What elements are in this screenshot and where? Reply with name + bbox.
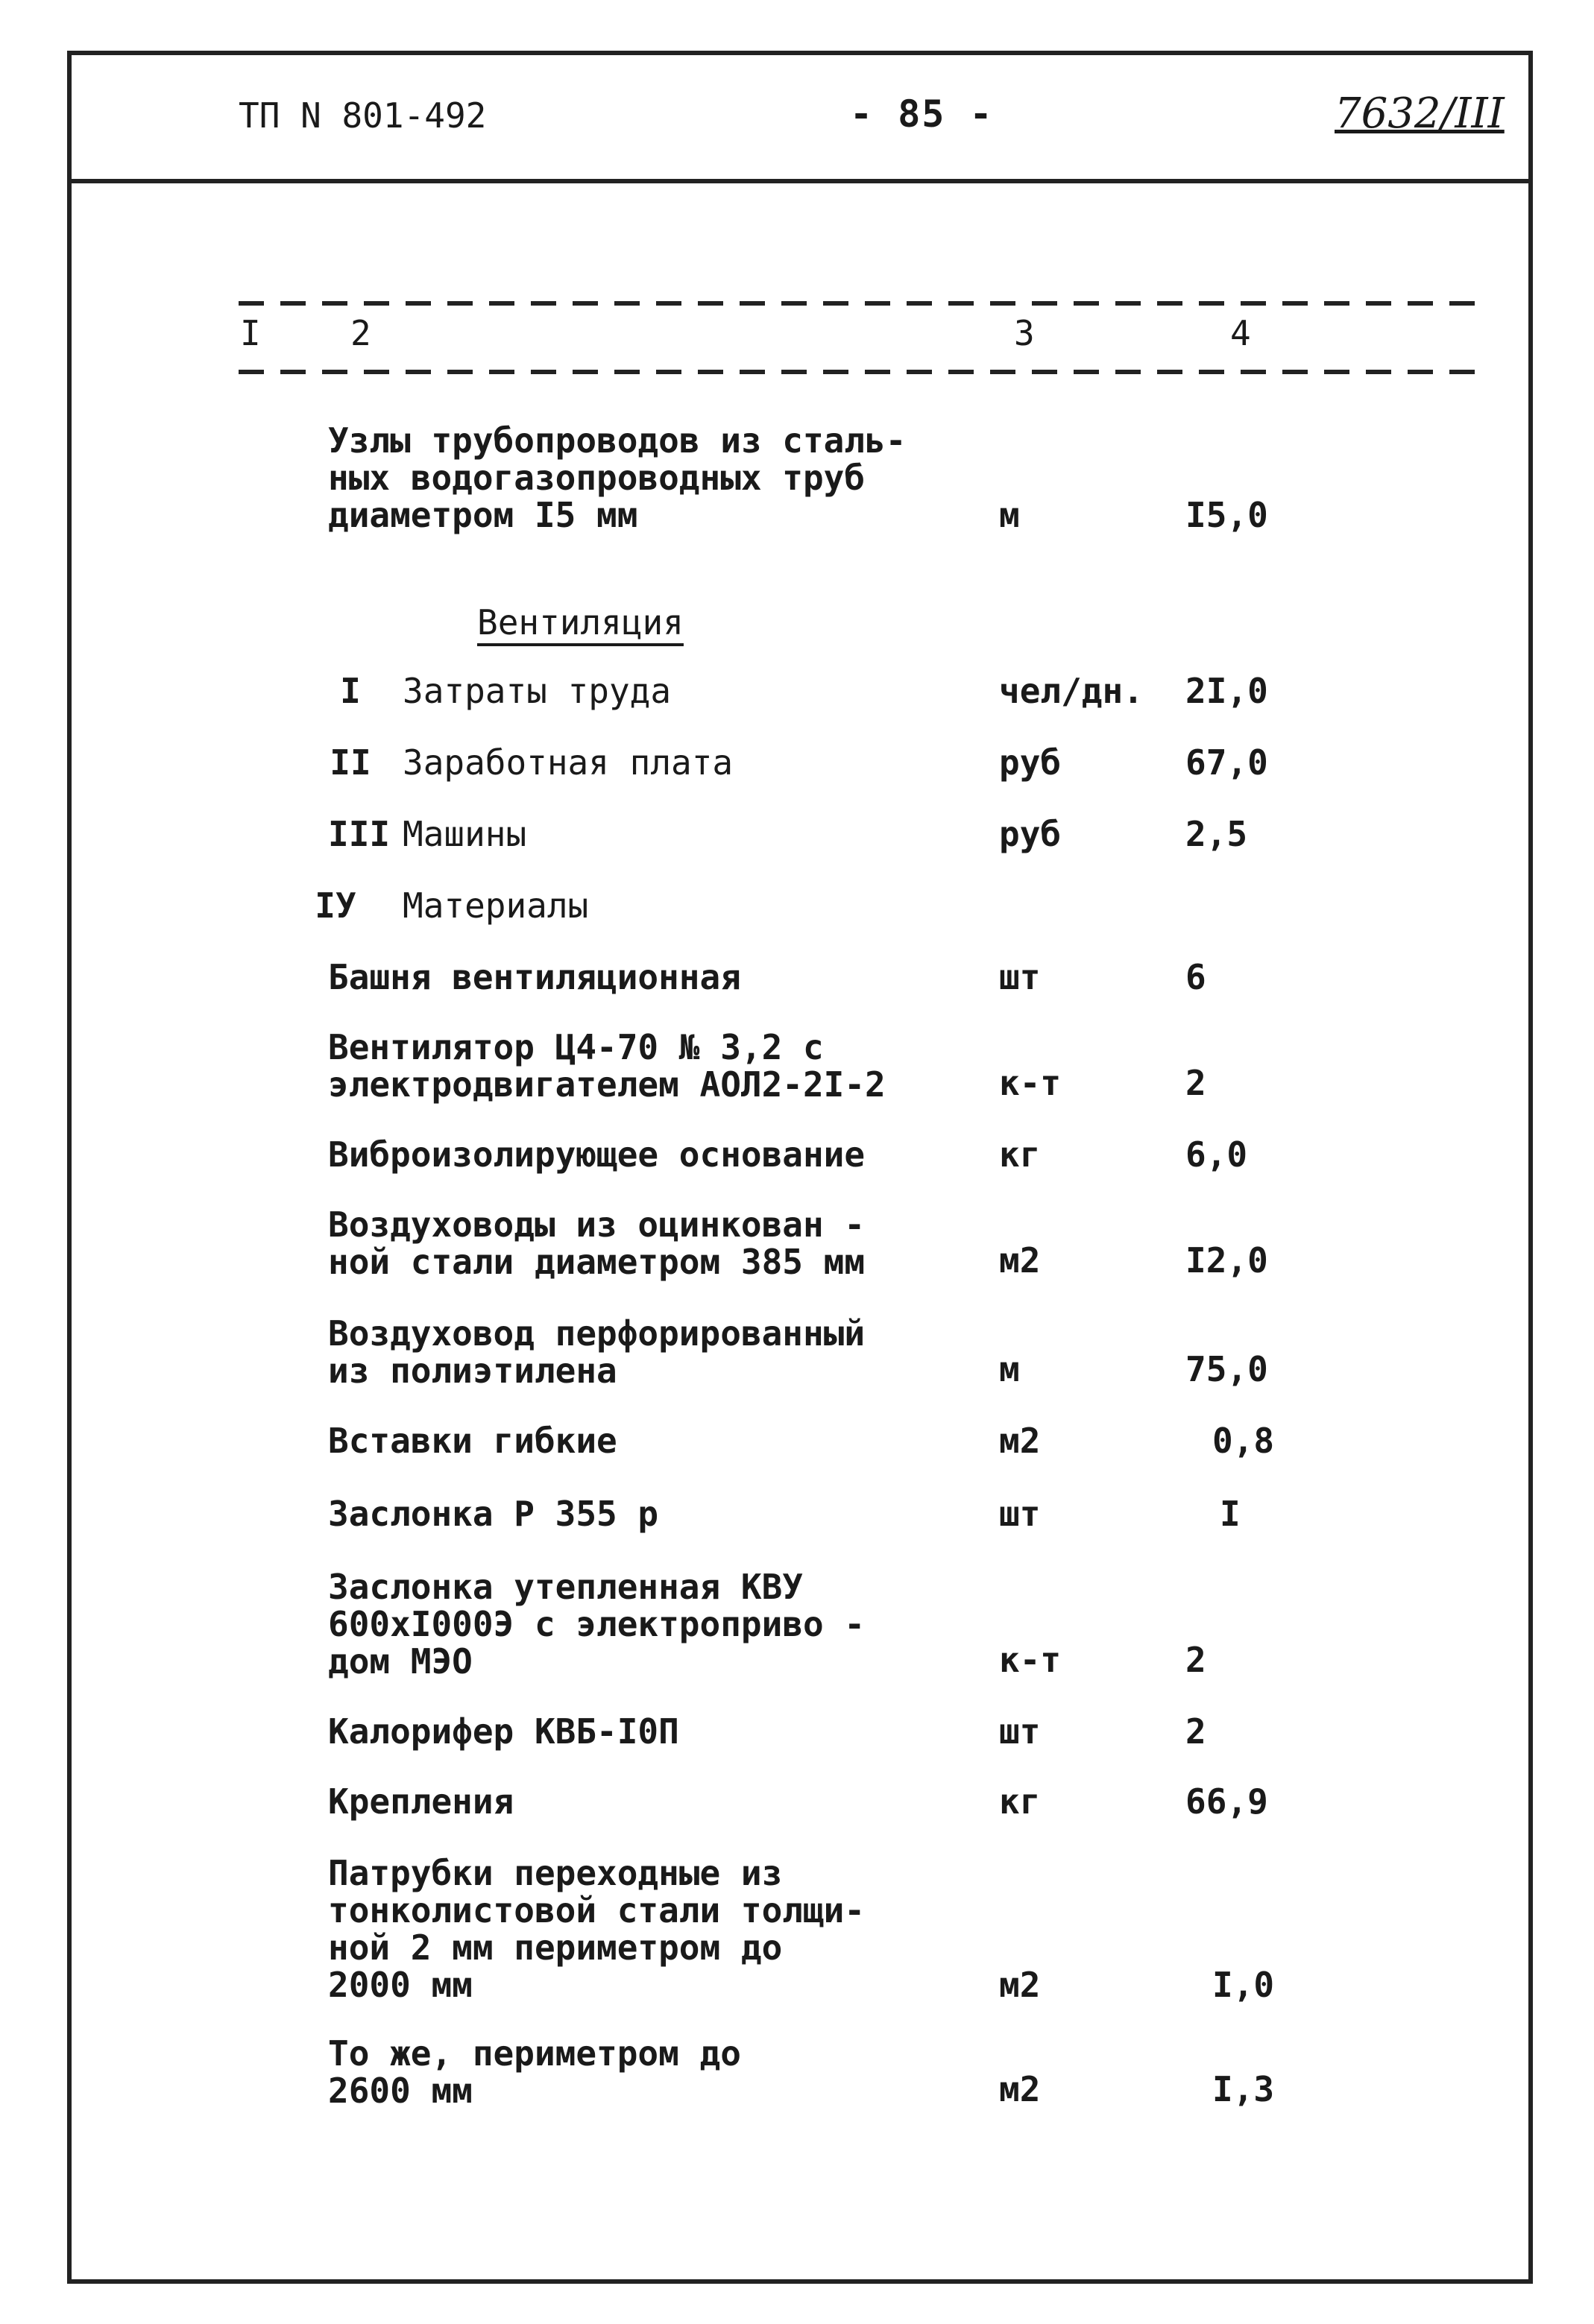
material-unit: шт [999, 1494, 1041, 1534]
row-numeral: I [340, 671, 361, 711]
material-value: 6 [1185, 957, 1206, 997]
row-unit: руб [999, 814, 1062, 854]
item-value: I5,0 [1185, 495, 1268, 535]
material-unit: шт [999, 957, 1041, 997]
material-name: Воздуховоды из оцинкован - ной стали диаметром 385 мм [328, 1204, 866, 1282]
material-name: Заслонка утепленная КВУ 600хI000Э с электроприво - дом МЭО [328, 1567, 866, 1682]
item-unit: м [999, 495, 1020, 535]
material-value: I,0 [1212, 1965, 1275, 2005]
reference-number: 7632/III [1335, 89, 1505, 138]
column-number: 2 [350, 313, 371, 353]
material-unit: к-т [999, 1063, 1062, 1103]
column-number: I [240, 313, 261, 353]
column-divider-top [239, 301, 1484, 306]
material-value: I2,0 [1185, 1240, 1268, 1281]
material-name: Виброизолирующее основание [328, 1134, 866, 1175]
page-number: - 85 - [850, 92, 994, 136]
material-name: То же, периметром до 2600 мм [328, 2033, 741, 2111]
row-numeral: II [330, 742, 371, 783]
material-value: 0,8 [1212, 1421, 1275, 1461]
material-value: 66,9 [1185, 1781, 1268, 1822]
material-name: Заслонка Р 355 р [328, 1494, 659, 1534]
row-unit: чел/дн. [999, 671, 1144, 711]
row-value: 2,5 [1185, 814, 1248, 854]
document-code: ТП N 801-492 [239, 95, 487, 136]
row-numeral: III [328, 814, 391, 854]
row-unit: руб [999, 742, 1062, 783]
material-unit: м [999, 1349, 1020, 1389]
material-unit: кг [999, 1134, 1041, 1175]
row-numeral: IУ [315, 885, 356, 926]
material-name: Крепления [328, 1781, 514, 1822]
column-number: 3 [1014, 313, 1035, 353]
row-value: 67,0 [1185, 742, 1268, 783]
material-value: 6,0 [1185, 1134, 1248, 1175]
column-divider-bottom [239, 370, 1484, 374]
item-name: Узлы трубопроводов из сталь- ных водогазопроводных труб диаметром I5 мм [328, 420, 907, 535]
material-value: 75,0 [1185, 1349, 1268, 1389]
material-value: 2 [1185, 1063, 1206, 1103]
material-name: Вентилятор Ц4-70 № 3,2 с электродвигателем АОЛ2-2I-2 [328, 1027, 886, 1105]
material-unit: шт [999, 1711, 1041, 1752]
material-unit: м2 [999, 1240, 1041, 1281]
row-label: Машины [403, 814, 527, 854]
material-value: I [1220, 1494, 1241, 1534]
material-name: Патрубки переходные из тонколистовой стали толщи- ной 2 мм периметром до 2000 мм [328, 1853, 866, 2005]
material-unit: м2 [999, 1965, 1041, 2005]
section-title: Вентиляция [477, 602, 684, 642]
row-label: Заработная плата [403, 742, 734, 783]
material-value: 2 [1185, 1640, 1206, 1680]
material-name: Воздуховод перфорированный из полиэтилена [328, 1313, 866, 1391]
row-value: 2I,0 [1185, 671, 1268, 711]
material-name: Вставки гибкие [328, 1421, 617, 1461]
material-value: I,3 [1212, 2069, 1275, 2109]
material-value: 2 [1185, 1711, 1206, 1752]
material-name: Башня вентиляционная [328, 957, 741, 997]
material-unit: кг [999, 1781, 1041, 1822]
material-unit: м2 [999, 1421, 1041, 1461]
row-label: Материалы [403, 885, 589, 926]
material-name: Калорифер КВБ-I0П [328, 1711, 679, 1752]
material-unit: к-т [999, 1640, 1062, 1680]
header-rule [67, 179, 1533, 183]
column-number: 4 [1230, 313, 1251, 353]
material-unit: м2 [999, 2069, 1041, 2109]
row-label: Затраты труда [403, 671, 672, 711]
